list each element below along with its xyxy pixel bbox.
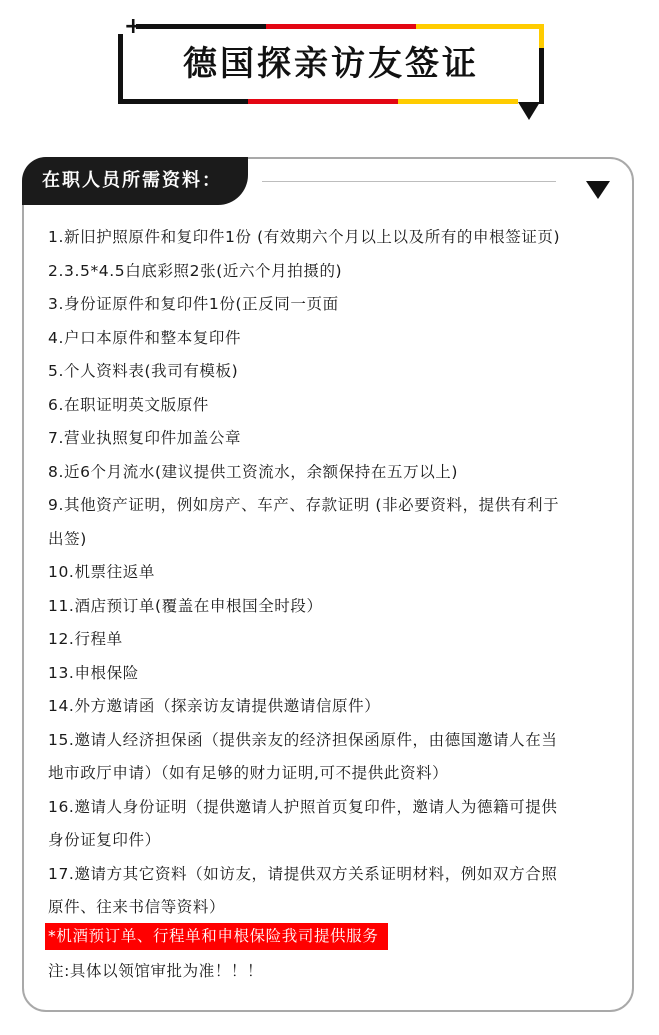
list-item: 5.个人资料表(我司有模板) <box>48 362 239 380</box>
list-item: 15.邀请人经济担保函（提供亲友的经济担保函原件，由德国邀请人在当 <box>48 730 558 749</box>
section-heading: 在职人员所需资料： <box>22 157 248 205</box>
list-item: 2.3.5*4.5白底彩照2张(近六个月拍摄的) <box>48 261 343 280</box>
list-item: 4.户口本原件和整本复印件 <box>48 328 242 347</box>
service-highlight: *机酒预订单、行程单和申根保险我司提供服务 <box>45 923 388 950</box>
list-item: 12.行程单 <box>48 630 123 648</box>
list-item: 6.在职证明英文版原件 <box>48 395 209 414</box>
list-item: 10.机票往返单 <box>48 563 155 581</box>
list-item: 9.其他资产证明，例如房产、车产、存款证明 (非必要资料，提供有利于 <box>48 496 560 514</box>
list-item: 原件、往来书信等资料） <box>48 898 226 916</box>
list-item: 14.外方邀请函（探亲访友请提供邀请信原件） <box>48 697 381 715</box>
list-item: 身份证复印件） <box>48 831 161 849</box>
list-item: 出签) <box>48 529 87 548</box>
down-triangle-icon <box>586 181 610 199</box>
list-item: 7.营业执照复印件加盖公章 <box>48 429 242 447</box>
approval-note: 注:具体以领馆审批为准！！！ <box>48 962 264 980</box>
title-block <box>118 14 544 104</box>
list-item: 11.酒店预订单(覆盖在申根国全时段） <box>48 596 323 615</box>
list-item: 8.近6个月流水(建议提供工资流水，余额保持在五万以上) <box>48 462 459 481</box>
down-triangle-icon <box>518 102 540 120</box>
list-item: 13.申根保险 <box>48 663 139 682</box>
list-item: 地市政厅申请）（如有足够的财力证明,可不提供此资料） <box>48 764 449 782</box>
requirements-list <box>48 221 618 925</box>
list-item: 3.身份证原件和复印件1份(正反同一页面 <box>48 295 339 313</box>
list-item: 16.邀请人身份证明（提供邀请人护照首页复印件，邀请人为德籍可提供 <box>48 797 558 816</box>
page-title: 德国探亲访友签证 <box>183 44 479 84</box>
heading-divider <box>262 181 556 182</box>
list-item: 1.新旧护照原件和复印件1份 (有效期六个月以上以及所有的申根签证页) <box>48 228 561 246</box>
plus-icon: + <box>124 14 143 39</box>
list-item: 17.邀请方其它资料（如访友，请提供双方关系证明材料，例如双方合照 <box>48 864 558 883</box>
